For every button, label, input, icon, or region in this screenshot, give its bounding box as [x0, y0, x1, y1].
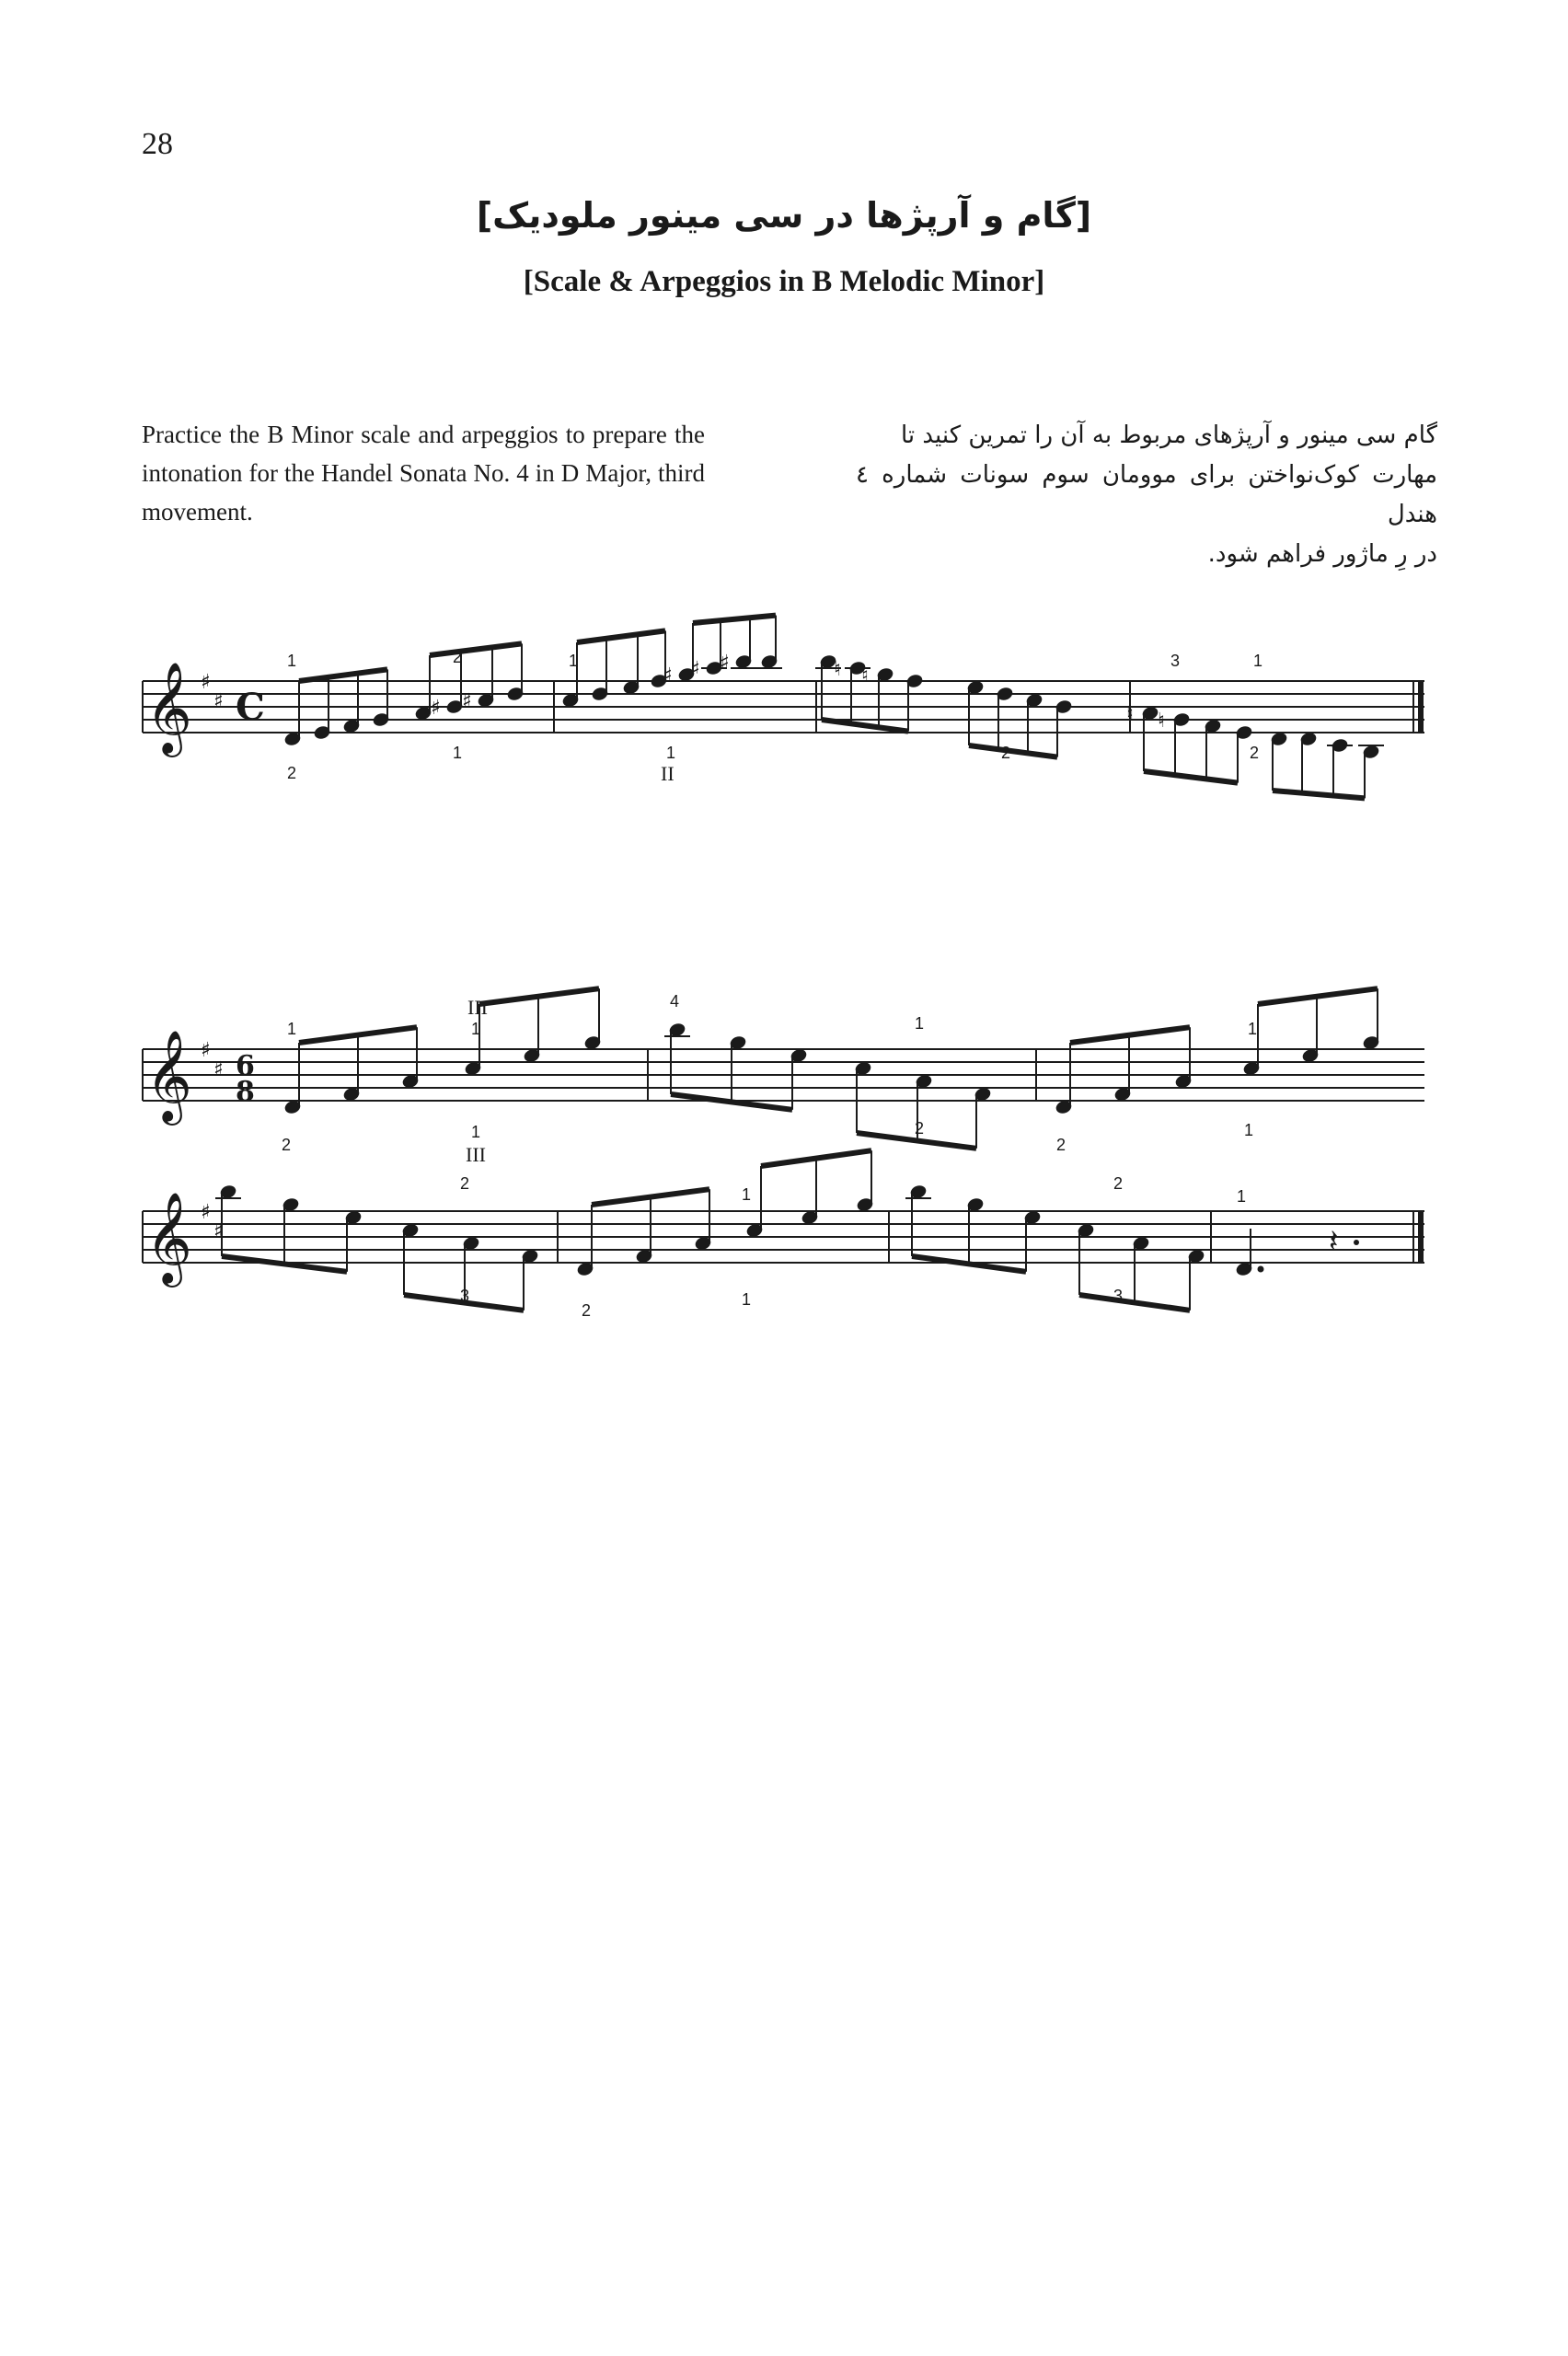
fingering-2: 2: [282, 1136, 292, 1154]
key-signature-sharp-f: ♯: [201, 671, 211, 694]
string-label-ii: II: [661, 762, 674, 785]
treble-clef-icon: 𝄞: [145, 1192, 192, 1284]
fingering-3: 3: [1170, 652, 1181, 670]
note-beam: [430, 643, 522, 655]
fingering-1: 1: [287, 652, 297, 670]
rest-dot: [1354, 1240, 1359, 1245]
key-signature-sharp-f: ♯: [201, 1201, 211, 1224]
time-signature-denominator: 8: [236, 1076, 255, 1108]
fingering-1: 1: [287, 1020, 297, 1038]
key-signature-sharp-f: ♯: [201, 1039, 211, 1062]
intro-english: Practice the B Minor scale and arpeggios to prepare the intonation for the Handel Sonata No. 4 in D Major, third movement.: [142, 421, 705, 525]
fingering-1: 1: [1237, 1187, 1247, 1206]
treble-clef-icon: 𝄞: [145, 662, 192, 754]
fingering-2: 2: [1001, 744, 1011, 762]
key-signature-sharp-c: ♯: [213, 1058, 224, 1081]
intro-persian-line-2: مهارت کوک‌نواختن برای موومان سوم سونات شماره ٤ هندل: [856, 460, 1437, 528]
note-beam: [969, 745, 1057, 757]
staff-arpeggio-2: [0, 1169, 1568, 1353]
title-persian: [گام و آرپژها در سی مینور ملودیک]: [476, 195, 1092, 236]
fingering-2: 2: [1056, 1136, 1066, 1154]
fingering-2: 2: [453, 648, 463, 666]
fingering-1: 1: [742, 1290, 752, 1309]
fingering-1: 1: [666, 744, 676, 762]
staff-lines: [143, 1211, 1424, 1263]
sharp-icon: ♮: [861, 664, 869, 687]
fingering-1: 1: [1253, 652, 1263, 670]
fingering-1: 1: [471, 1123, 481, 1141]
sharp-icon: ♯: [690, 658, 700, 681]
fingering-marks: [460, 1174, 1246, 1320]
fingering-1: 1: [742, 1185, 752, 1204]
note-dot: [1258, 1266, 1263, 1272]
sharp-icon: ♯: [720, 652, 730, 675]
note-beam: [577, 630, 665, 642]
staff-arpeggio-1: [0, 994, 1568, 1196]
fingering-1: 1: [915, 1014, 925, 1033]
staff-scale: [0, 644, 1568, 828]
intro-persian-line-1: گام سی مینور و آرپژهای مربوط به آن را تمرین کنید تا: [900, 422, 1437, 449]
time-signature-numerator: 6: [236, 1050, 255, 1082]
note-beam: [1273, 791, 1365, 798]
note-beam: [1144, 771, 1238, 783]
intro-persian: [856, 416, 1437, 574]
note-beam: [693, 616, 776, 623]
sharp-icon: ♮: [1126, 703, 1134, 726]
key-signature-sharp-c: ♯: [213, 1220, 224, 1243]
string-label-iii: III: [466, 1143, 486, 1166]
time-signature-common: C: [236, 686, 265, 729]
sharp-icon: ♮: [1158, 710, 1165, 733]
sharp-icon: ♯: [663, 664, 673, 687]
fingering-1: 1: [1248, 1020, 1258, 1038]
fingering-4: 4: [670, 992, 680, 1011]
treble-clef-icon: 𝄞: [145, 1030, 192, 1122]
fingering-1: 1: [471, 1020, 481, 1038]
key-signature-sharp-c: ♯: [213, 690, 224, 713]
note-group: [215, 1150, 1263, 1311]
note-beam: [299, 669, 387, 681]
title-english: [Scale & Arpeggios in B Melodic Minor]: [523, 265, 1045, 298]
fingering-2: 2: [1113, 1174, 1124, 1193]
sharp-icon: ♯: [431, 697, 441, 720]
fingering-2: 2: [915, 1119, 925, 1138]
fingering-2: 2: [1250, 744, 1260, 762]
fingering-3: 3: [460, 1287, 470, 1305]
fingering-1: 1: [569, 652, 579, 670]
quarter-rest-icon: 𝄽: [1329, 1223, 1339, 1260]
page-number: 28: [142, 127, 173, 161]
string-label-iii: III: [467, 996, 488, 1019]
staff-lines: [143, 681, 1424, 733]
fingering-1: 1: [453, 744, 463, 762]
sharp-icon: ♮: [834, 658, 841, 681]
sharp-icon: ♯: [462, 690, 472, 713]
staff-lines: [143, 1049, 1424, 1101]
fingering-marks: [282, 992, 1257, 1166]
fingering-2: 2: [287, 764, 297, 782]
note-beam: [822, 720, 908, 732]
fingering-3: 3: [1113, 1287, 1124, 1305]
intro-persian-line-3: در رِ ماژور فراهم شود.: [1207, 539, 1437, 568]
fingering-1: 1: [1244, 1121, 1254, 1139]
fingering-2: 2: [582, 1301, 592, 1320]
note-group: [283, 988, 1379, 1149]
fingering-2: 2: [460, 1174, 470, 1193]
